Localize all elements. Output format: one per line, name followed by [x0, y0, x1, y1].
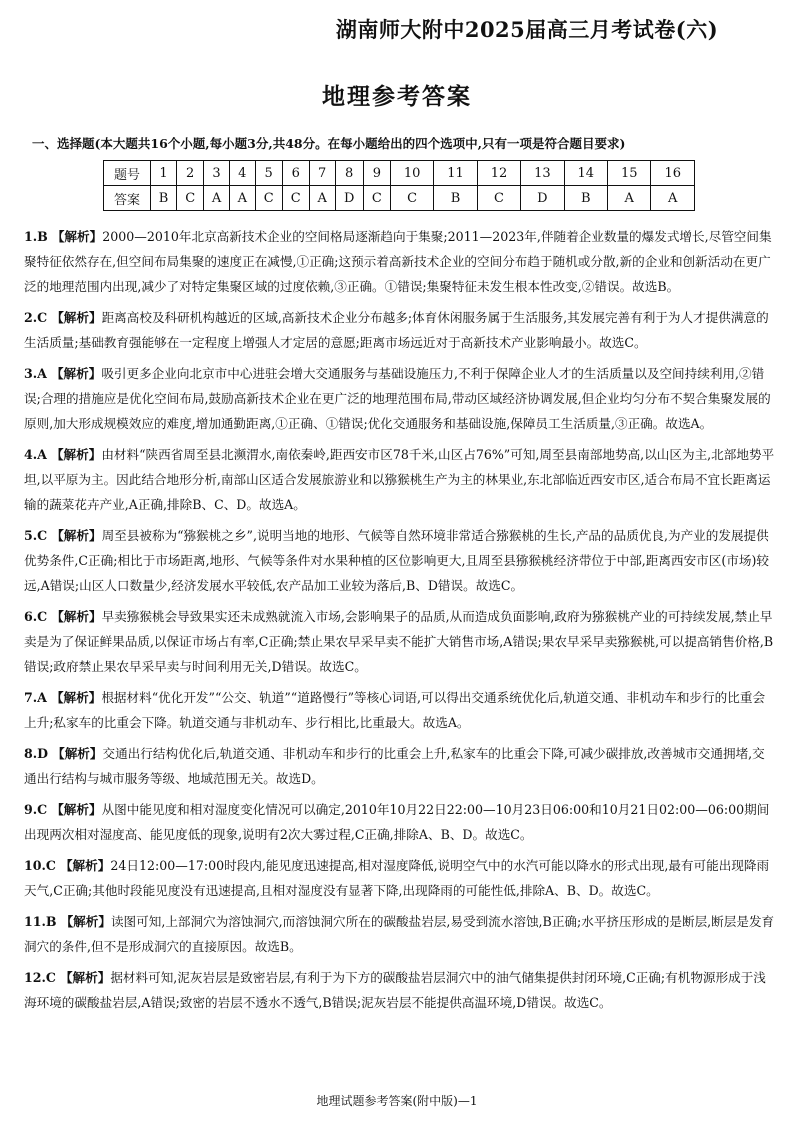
row-label-number: 题号 — [104, 161, 151, 186]
item-tag: 【解析】 — [51, 229, 103, 244]
answer-table — [103, 160, 695, 211]
answer-cell: A — [651, 186, 695, 211]
item-number: 8.D — [24, 746, 49, 761]
item-text: 早卖猕猴桃会导致果实还未成熟就流入市场,会影响果子的品质,从而造成负面影响,政府为猕猴桃产业的可持续发展,禁止早卖是为了保证鲜果品质,以保证市场占有率,C正确;禁止果农早采早卖不能扩大销售市场,A错误;果农早采早卖猕猴桃,可以提高销售价格,B错误;政府禁止果农早采早卖与时间利用无关,D错误。故选C。 — [24, 609, 774, 674]
explanation-item — [24, 685, 776, 735]
explanation-item — [24, 909, 776, 959]
answer-cell: A — [309, 186, 335, 211]
item-tag: 【解析】 — [51, 609, 102, 624]
question-number-cell: 2 — [177, 161, 204, 186]
item-tag: 【解析】 — [50, 366, 102, 381]
answer-cell: C — [282, 186, 309, 211]
item-text: 吸引更多企业向北京市中心进驻会增大交通服务与基础设施压力,不利于保障企业人才的生活质量以及空间持续利用,②错误;合理的措施应是优化空间布局,鼓励高新技术企业在更广泛的地理范围布局,带动区域经济协调发展,但企业均匀分布不契合集聚发展的原则,加大形成规模效应的难度,增加通勤距离,①正确、①错误;优化交通服务和基础设施,保障员工生活质量,③正确。故选A。 — [24, 366, 771, 431]
exam-title: 湖南师大附中2025届高三月考试卷(六) — [335, 17, 719, 42]
explanation-item — [24, 604, 776, 679]
question-number-cell: 13 — [521, 161, 564, 186]
item-number: 3.A — [24, 366, 47, 381]
question-number-cell: 5 — [255, 161, 282, 186]
item-text: 由材料“陕西省周至县北濒渭水,南依秦岭,距西安市区78千米,山区占76%”可知,周至县南部地势高,以山区为主,北部地势平坦,以平原为主。因此结合地形分析,南部山区适合发展旅游业和以猕猴桃生产为主的林果业,东北部临近西安市区,适合布局不宜长距离运输的蔬菜花卉产业,A正确,排除B、C、D。故选A。 — [24, 447, 775, 512]
answer-cell: C — [363, 186, 390, 211]
item-tag: 【解析】 — [50, 447, 102, 462]
answer-cell: C — [390, 186, 433, 211]
item-text: 交通出行结构优化后,轨道交通、非机动车和步行的比重会上升,私家车的比重会下降,可减少碳排放,改善城市交通拥堵,交通出行结构与城市服务等级、地域范围无关。故选D。 — [24, 746, 765, 786]
explanation-item — [24, 361, 776, 436]
item-number: 12.C — [24, 970, 56, 985]
item-text: 读图可知,上部洞穴为溶蚀洞穴,而溶蚀洞穴所在的碳酸盐岩层,易受到流水溶蚀,B正确;水平挤压形成的是断层,断层是发育洞穴的条件,但不是形成洞穴的直接原因。故选B。 — [24, 914, 775, 954]
question-number-cell: 4 — [229, 161, 255, 186]
item-number: 1.B — [24, 229, 48, 244]
explanation-item — [24, 442, 776, 517]
explanation-item — [24, 741, 776, 791]
question-number-cell: 15 — [608, 161, 651, 186]
item-text: 周至县被称为“猕猴桃之乡”,说明当地的地形、气候等自然环境非常适合猕猴桃的生长,产品的品质优良,为产业的发展提供优势条件,C正确;相比于市场距离,地形、气候等条件对水果种植的区位影响更大,且周至县猕猴桃经济带位于中部,距离西安市区(市场)较远,A错误;山区人口数量少,经济发展水平较低,农产品加工业较为落后,B、D错误。故选C。 — [24, 528, 769, 593]
question-number-cell: 7 — [309, 161, 335, 186]
explanation-item — [24, 224, 776, 299]
item-text: 从图中能见度和相对湿度变化情况可以确定,2010年10月22日22:00—10月23日06:00和10月21日02:00—06:00期间出现两次相对湿度高、能见度低的现象,说明有2次大雾过程,C正确,排除A、B、D。故选C。 — [24, 802, 770, 842]
explanation-item — [24, 853, 776, 903]
question-number-cell: 10 — [390, 161, 433, 186]
item-tag: 【解析】 — [52, 746, 103, 761]
question-number-cell: 1 — [151, 161, 177, 186]
item-tag: 【解析】 — [50, 690, 102, 705]
section-heading: 一、选择题(本大题共16个小题,每小题3分,共48分。在每小题给出的四个选项中,只有一项是符合题目要求) — [32, 136, 626, 151]
answer-cell: C — [177, 186, 204, 211]
question-number-cell: 8 — [335, 161, 363, 186]
question-number-cell: 11 — [434, 161, 477, 186]
question-number-cell: 9 — [363, 161, 390, 186]
answer-cell: B — [434, 186, 477, 211]
answer-cell: A — [608, 186, 651, 211]
answer-table-number-row — [104, 161, 695, 186]
item-tag: 【解析】 — [59, 858, 111, 873]
item-text: 2000—2010年北京高新技术企业的空间格局逐渐趋向于集聚;2011—2023年,伴随着企业数量的爆发式增长,尽管空间集聚特征依然存在,但空间布局集聚的速度正在减慢,①正确;这预示着高新技术企业的空间分布趋于随机或分散,新的企业和创新活动在更广泛的地理范围内出现,减少了对特定集聚区域的过度依赖,③正确。①错误;集聚特征未发生根本性改变,②错误。故选B。 — [24, 229, 772, 294]
answer-cell: A — [204, 186, 230, 211]
answer-cell: A — [229, 186, 255, 211]
answer-cell: D — [335, 186, 363, 211]
answer-cell: C — [477, 186, 520, 211]
item-number: 7.A — [24, 690, 47, 705]
item-number: 5.C — [24, 528, 48, 543]
explanation-item — [24, 797, 776, 847]
doc-title: 地理参考答案 — [322, 83, 472, 110]
item-text: 24日12:00—17:00时段内,能见度迅速提高,相对湿度降低,说明空气中的水汽可能以降水的形式出现,最有可能出现降雨天气,C正确;其他时段能见度没有迅速提高,且相对湿度没有显著下降,出现降雨的可能性低,排除A、B、D。故选C。 — [24, 858, 770, 898]
question-number-cell: 12 — [477, 161, 520, 186]
explanation-item — [24, 965, 776, 1015]
explanation-list — [24, 224, 776, 1021]
item-number: 9.C — [24, 802, 48, 817]
answer-cell: C — [255, 186, 282, 211]
answer-table-answer-row — [104, 186, 695, 211]
question-number-cell: 6 — [282, 161, 309, 186]
item-number: 10.C — [24, 858, 56, 873]
item-number: 11.B — [24, 914, 57, 929]
question-number-cell: 14 — [564, 161, 607, 186]
explanation-item — [24, 305, 776, 355]
page-footer: 地理试题参考答案(附中版)—1 — [316, 1094, 478, 1108]
item-number: 4.A — [24, 447, 47, 462]
item-tag: 【解析】 — [51, 802, 102, 817]
question-number-cell: 16 — [651, 161, 695, 186]
explanation-item — [24, 523, 776, 598]
item-tag: 【解析】 — [59, 970, 111, 985]
item-tag: 【解析】 — [60, 914, 111, 929]
question-number-cell: 3 — [204, 161, 230, 186]
item-text: 根据材料“优化开发”“公交、轨道”“道路慢行”等核心词语,可以得出交通系统优化后,轨道交通、非机动车和步行的比重会上升;私家车的比重会下降。轨道交通与非机动车、步行相比,比重最大。故选A。 — [24, 690, 766, 730]
item-text: 据材料可知,泥灰岩层是致密岩层,有利于为下方的碳酸盐岩层洞穴中的油气储集提供封闭环境,C正确;有机物源形成于浅海环境的碳酸盐岩层,A错误;致密的岩层不透水不透气,B错误;泥灰岩层不能提供高温环境,D错误。故选C。 — [24, 970, 766, 1010]
answer-cell: B — [151, 186, 177, 211]
item-number: 2.C — [24, 310, 48, 325]
item-tag: 【解析】 — [51, 528, 102, 543]
answer-cell: B — [564, 186, 607, 211]
item-tag: 【解析】 — [51, 310, 102, 325]
item-number: 6.C — [24, 609, 48, 624]
row-label-answer: 答案 — [104, 186, 151, 211]
item-text: 距离高校及科研机构越近的区域,高新技术企业分布越多;体育休闲服务属于生活服务,其发展完善有利于为人才提供满意的生活质量;基础教育强能够在一定程度上增强人才定居的意愿;距离市场远近对于高新技术产业影响最小。故选C。 — [24, 310, 769, 350]
answer-cell: D — [521, 186, 564, 211]
